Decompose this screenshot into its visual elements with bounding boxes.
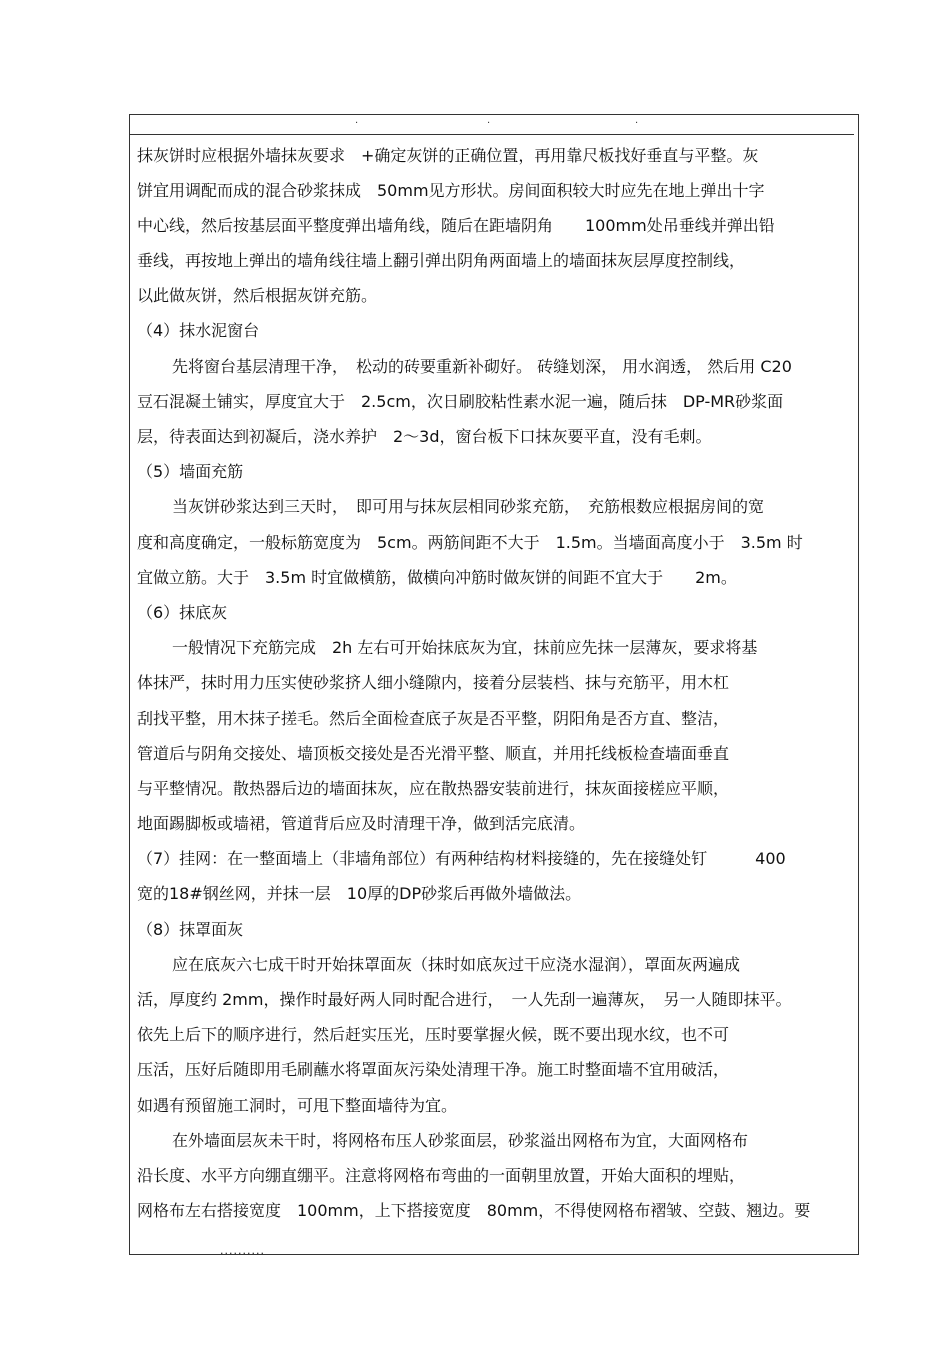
section-heading: （7）挂网：在一整面墙上（非墙角部位）有两种结构材料接缝的，先在接缝处钉 400 bbox=[137, 849, 786, 868]
top-mark: . bbox=[355, 115, 359, 126]
text-line: 豆石混凝土铺实，厚度宜大于 2.5cm，次日刷胶粘性素水泥一遍，随后抹 DP-MR砂浆面 bbox=[137, 392, 784, 411]
text-line: 抹灰饼时应根据外墙抹灰要求 +确定灰饼的正确位置，再用靠尺板找好垂直与平整。灰 bbox=[137, 146, 759, 165]
text-line: 一般情况下充筋完成 2h 左右可开始抹底灰为宜，抹前应先抹一层薄灰，要求将基 bbox=[172, 638, 758, 657]
text-line: 管道后与阴角交接处、墙顶板交接处是否光滑平整、顺直，并用托线板检查墙面垂直 bbox=[137, 744, 730, 763]
text-line: 宽的18#钢丝网，并抹一层 10厚的DP砂浆后再做外墙做法。 bbox=[137, 884, 582, 903]
continuation-dots: .......... bbox=[220, 1244, 265, 1257]
text-line: 网格布左右搭接宽度 100mm，上下搭接宽度 80mm，不得使网格布褶皱、空鼓、翘边。要 bbox=[137, 1201, 811, 1220]
text-line: 如遇有预留施工洞时，可甩下整面墙待为宜。 bbox=[137, 1096, 458, 1115]
text-line: 中心线，然后按基层面平整度弹出墙角线，随后在距墙阴角 100mm处吊垂线并弹出铅 bbox=[137, 216, 775, 235]
text-line: 与平整情况。散热器后边的墙面抹灰，应在散热器安装前进行，抹灰面接槎应平顺， bbox=[137, 779, 730, 798]
text-line: 依先上后下的顺序进行，然后赶实压光，压时要掌握火候，既不要出现水纹，也不可 bbox=[137, 1025, 730, 1044]
text-line: 活，厚度约 2mm，操作时最好两人同时配合进行， 一人先刮一遍薄灰， 另一人随即抹平。 bbox=[137, 990, 792, 1009]
header-rule bbox=[130, 134, 854, 135]
text-line: 应在底灰六七成干时开始抹罩面灰（抹时如底灰过干应浇水湿润），罩面灰两遍成 bbox=[172, 955, 741, 974]
text-line: 度和高度确定，一般标筋宽度为 5cm。两筋间距不大于 1.5m。当墙面高度小于 3.5m 时 bbox=[137, 533, 803, 552]
text-line: 当灰饼砂浆达到三天时， 即可用与抹灰层相同砂浆充筋， 充筋根数应根据房间的宽 bbox=[172, 497, 765, 516]
text-line: 先将窗台基层清理干净， 松动的砖要重新补砌好。 砖缝划深， 用水润透， 然后用 C20 bbox=[172, 357, 792, 376]
text-line: 以此做灰饼，然后根据灰饼充筋。 bbox=[137, 286, 378, 305]
section-heading: （6）抹底灰 bbox=[137, 603, 228, 622]
top-mark: . bbox=[635, 115, 639, 126]
top-mark: . bbox=[487, 115, 491, 126]
section-heading: （8）抹罩面灰 bbox=[137, 920, 244, 939]
text-line: 沿长度、水平方向绷直绷平。注意将网格布弯曲的一面朝里放置，开始大面积的埋贴， bbox=[137, 1166, 746, 1185]
text-line: 垂线，再按地上弹出的墙角线往墙上翻引弹出阴角两面墙上的墙面抹灰层厚度控制线， bbox=[137, 251, 746, 270]
text-line: 体抹严，抹时用力压实使砂浆挤人细小缝隙内，接着分层装档、抹与充筋平，用木杠 bbox=[137, 673, 730, 692]
section-heading: （5）墙面充筋 bbox=[137, 462, 244, 481]
text-line: 地面踢脚板或墙裙，管道背后应及时清理干净，做到活完底清。 bbox=[137, 814, 586, 833]
section-heading: （4）抹水泥窗台 bbox=[137, 321, 260, 340]
text-line: 刮找平整，用木抹子搓毛。然后全面检查底子灰是否平整，阴阳角是否方直、整洁， bbox=[137, 709, 730, 728]
text-line: 饼宜用调配而成的混合砂浆抹成 50mm见方形状。房间面积较大时应先在地上弹出十字 bbox=[137, 181, 765, 200]
text-line: 在外墙面层灰未干时，将网格布压人砂浆面层，砂浆溢出网格布为宜，大面网格布 bbox=[172, 1131, 749, 1150]
text-line: 压活，压好后随即用毛刷蘸水将罩面灰污染处清理干净。施工时整面墙不宜用破活， bbox=[137, 1060, 730, 1079]
text-line: 宜做立筋。大于 3.5m 时宜做横筋，做横向冲筋时做灰饼的间距不宜大于 2m。 bbox=[137, 568, 737, 587]
text-line: 层，待表面达到初凝后，浇水养护 2～3d，窗台板下口抹灰要平直，没有毛刺。 bbox=[137, 427, 712, 446]
